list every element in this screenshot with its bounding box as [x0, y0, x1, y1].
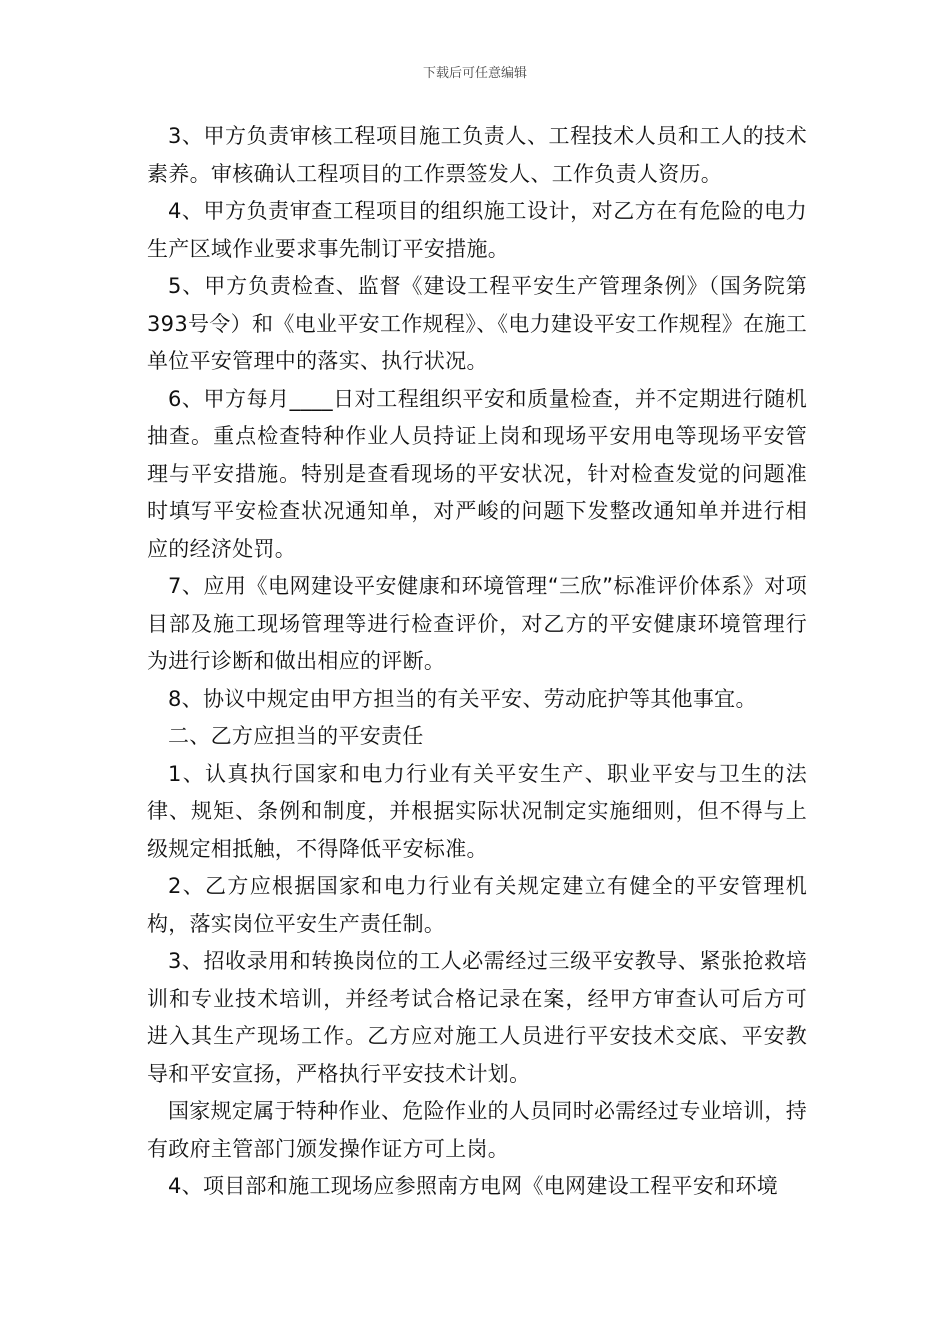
document-body — [147, 118, 807, 1206]
paragraph: 4、甲方负责审查工程项目的组织施工设计，对乙方在有危险的电力生产区域作业要求事先制订平安措施。 — [147, 199, 807, 261]
paragraph: 3、招收录用和转换岗位的工人必需经过三级平安教导、紧张抢救培训和专业技术培训，并经考试合格记录在案，经甲方审查认可后方可进入其生产现场工作。乙方应对施工人员进行平安技术交底、平安教导和平安宣扬，严格执行平安技术计划。 — [147, 949, 807, 1086]
paragraph: 1、认真执行国家和电力行业有关平安生产、职业平安与卫生的法律、规矩、条例和制度，并根据实际状况制定实施细则，但不得与上级规定相抵触，不得降低平安标准。 — [147, 761, 807, 861]
paragraph: 4、项目部和施工现场应参照南方电网《电网建设工程平安和环境 — [168, 1174, 779, 1198]
paragraph: 国家规定属于特种作业、危险作业的人员同时必需经过专业培训，持有政府主管部门颁发操作证方可上岗。 — [147, 1099, 807, 1161]
page-header: 下载后可任意编辑 — [422, 66, 527, 81]
paragraph: 2、乙方应根据国家和电力行业有关规定建立有健全的平安管理机构，落实岗位平安生产责任制。 — [147, 874, 807, 936]
paragraph: 7、应用《电网建设平安健康和环境管理“三欣”标准评价体系》对项目部及施工现场管理等进行检查评价，对乙方的平安健康环境管理行为进行诊断和做出相应的评断。 — [147, 574, 807, 673]
paragraph: 3、甲方负责审核工程项目施工负责人、工程技术人员和工人的技术素养。审核确认工程项目的工作票签发人、工作负责人资历。 — [147, 124, 807, 186]
paragraph: 6、甲方每月____日对工程组织平安和质量检查，并不定期进行随机抽查。重点检查特种作业人员持证上岗和现场平安用电等现场平安管理与平安措施。特别是查看现场的平安状况，针对检查发觉的问题准时填写平安检查状况通知单，对严峻的问题下发整改通知单并进行相应的经济处罚。 — [147, 386, 807, 561]
paragraph: 8、协议中规定由甲方担当的有关平安、劳动庇护等其他事宜。 — [168, 686, 757, 711]
paragraph: 5、甲方负责检查、监督《建设工程平安生产管理条例》（国务院第393号令）和《电业平安工作规程》、《电力建设平安工作规程》在施工单位平安管理中的落实、执行状况。 — [147, 274, 807, 373]
section-heading: 二、乙方应担当的平安责任 — [168, 724, 424, 748]
